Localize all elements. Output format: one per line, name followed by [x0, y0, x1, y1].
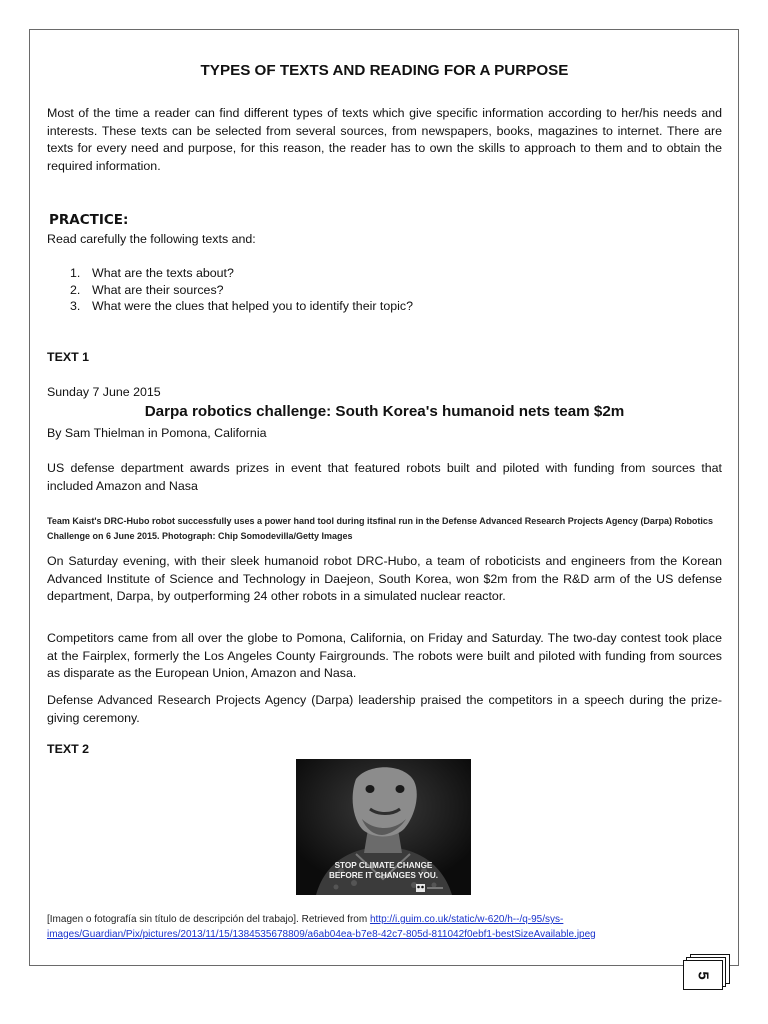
article-byline: By Sam Thielman in Pomona, California	[47, 426, 267, 440]
text2-label: TEXT 2	[47, 742, 89, 756]
photo-caption: Team Kaist's DRC-Hubo robot successfully uses a power hand tool during itsfinal run in the Defense Advanced Research Projects Agency (Darpa) Robotics Challenge on 6 June 2015. Photograph: Chip Somodevilla/Getty Images	[47, 516, 713, 541]
practice-heading: PRACTICE:	[49, 212, 129, 228]
climate-poster-image	[296, 759, 471, 895]
article-standfirst: US defense department awards prizes in event that featured robots built and piloted with funding from sources that included Amazon and Nasa	[47, 461, 722, 493]
page-title: TYPES OF TEXTS AND READING FOR A PURPOSE	[200, 62, 569, 79]
question-item	[47, 265, 413, 282]
article-date: Sunday 7 June 2015	[47, 385, 161, 399]
article-paragraph-2: Competitors came from all over the globe to Pomona, California, on Friday and Saturday. The two-day contest took place at the Fairplex, formerly the Los Angeles County Fairgrounds. The robots were built and piloted with funding from sources as disparate as the European Union, Amazon and Nasa.	[47, 631, 722, 680]
question-text: What are the texts about?	[92, 266, 234, 280]
citation-text: [Imagen o fotografía sin título de descripción del trabajo]. Retrieved from	[47, 914, 370, 925]
question-number: 2.	[70, 282, 81, 297]
question-text: What are their sources?	[92, 282, 224, 297]
practice-instruction: Read carefully the following texts and:	[47, 232, 256, 246]
question-number: 1.	[70, 266, 81, 280]
question-item	[47, 298, 413, 315]
page-number: 5	[694, 970, 712, 980]
page-number-box	[683, 954, 732, 992]
question-item	[47, 282, 413, 299]
article-paragraph-1: On Saturday evening, with their sleek humanoid robot DRC-Hubo, a team of roboticists and engineers from the Korean Advanced Institute of Science and Technology in Daejeon, South Korea, won $2m from the R&D arm of the US defense department, Darpa, by outperforming 24 other robots in a simulated nuclear reactor.	[47, 554, 722, 603]
question-list	[47, 265, 413, 315]
question-text: What were the clues that helped you to identify their topic?	[92, 299, 413, 313]
citation-link[interactable]: http://i.guim.co.uk/static/w-620/h--/q-95/sys-images/Guardian/Pix/pictures/2013/11/15/1384535678809/a6ab04ea-b7e8-42c7-805d-811042f0ebf1-bestSizeAvailable.jpeg	[47, 914, 596, 940]
poster-slogan-line-2: BEFORE IT CHANGES YOU.	[328, 871, 439, 880]
question-number: 3.	[70, 299, 81, 313]
text1-label: TEXT 1	[47, 350, 89, 364]
image-citation	[47, 913, 722, 942]
article-paragraph-3: Defense Advanced Research Projects Agency (Darpa) leadership praised the competitors in a speech during the prize-giving ceremony.	[47, 693, 722, 725]
poster-slogan-line-1: STOP CLIMATE CHANGE	[334, 861, 433, 870]
intro-paragraph: Most of the time a reader can find different types of texts which give specific information according to her/his needs and interests. These texts can be selected from several sources, from newspapers, books, magazines to internet. There are texts for every need and purpose, for this reason, the reader has to own the skills to approach to them and to obtain the required information.	[47, 106, 722, 173]
article-headline: Darpa robotics challenge: South Korea's humanoid nets team $2m	[144, 403, 625, 420]
